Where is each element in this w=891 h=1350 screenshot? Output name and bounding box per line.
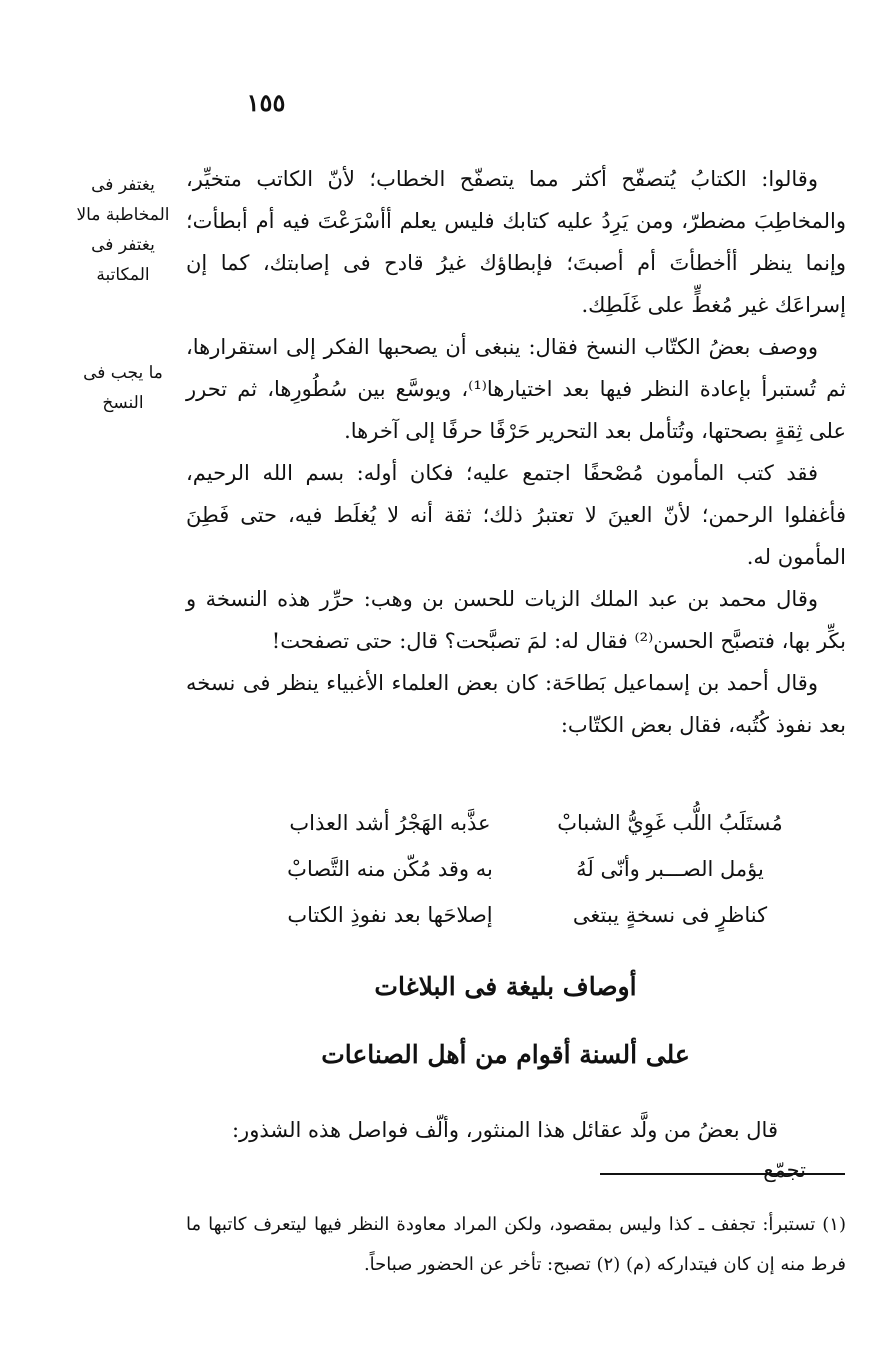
poem-verse (270, 892, 790, 938)
poem-verse (270, 800, 790, 846)
section-subheading: على ألسنة أقوام من أهل الصناعات (321, 1040, 690, 1069)
hemistich-second: إصلاحَها بعد نفوذِ الكتاب (287, 903, 493, 927)
page-number: ١٥٥ (246, 88, 286, 117)
closing-line: قال بعضُ من ولَّد عقائل هذا المنثور، وألّف فواصل هذه الشذور: تجمّع (231, 1118, 806, 1182)
margin-note-container (68, 358, 178, 418)
margin-note: يغتفر فى المخاطبة مالا يغتفر فى المكاتبة (76, 175, 170, 285)
paragraph: ووصف بعضُ الكتّاب النسخ فقال: ينبغى أن يصحبها الفكر إلى استقرارها، ثم تُستبرأ بإعادة النظر فيها بعد اختيارها⁽¹⁾، ويوسَّع بين سُطُورِها، ثم تحرر على ثِقةٍ بصحتها، وتُتأمل بعد التحرير حَرْفًا حرفًا إلى آخرها. (186, 335, 846, 443)
paragraph: وقال أحمد بن إسماعيل بَطاحَة: كان بعض العلماء الأغبياء ينظر فى نسخه بعد نفوذ كُتُبه، فقال بعض الكتّاب: (186, 671, 846, 737)
hemistich-first: مُستَلَبُ اللُّب غَوِيُّ الشبابْ (557, 811, 783, 835)
margin-note: ما يجب فى النسخ (83, 363, 163, 413)
hemistich-second: عذَّبه الهَجْرُ أشد العذاب (289, 811, 491, 835)
footnote: (١) تستبرأ: تجفف ـ كذا وليس بمقصود، ولكن المراد معاودة النظر فيها ليتعرف كاتبها ما فرط منه إن كان فيتداركه (م) (٢) تصبح: تأخر عن الحضور صباحاً. (186, 1214, 846, 1275)
hemistich-first: يؤمل الصـــبر وأنّى لَهُ (576, 857, 764, 881)
poem-verse (270, 846, 790, 892)
hemistich-first: كناظرٍ فى نسخةٍ يبتغى (572, 903, 768, 927)
main-body-text (186, 158, 846, 746)
footnote-divider (600, 1173, 845, 1175)
poem (270, 800, 790, 938)
footnotes (186, 1205, 846, 1285)
hemistich-second: به وقد مُكّن منه التَّصابْ (287, 857, 493, 881)
paragraph: وقالوا: الكتابُ يُتصفّح أكثر مما يتصفّح الخطاب؛ لأنّ الكاتب متخيِّر، والمخاطِبَ مضطرّ، ومن يَرِدُ عليه كتابك فليس يعلم أأسْرَعْتَ فيه أم أبطأت؛ وإنما ينظر أأخطأتَ أم أصبتَ؛ فإبطاؤك غيرُ قادح فى إصابتك، كما إن إسراعَك غير مُغطٍّ على غَلَطِك. (186, 167, 846, 317)
paragraph: وقال محمد بن عبد الملك الزيات للحسن بن وهب: حرِّر هذه النسخة و بكِّر بها، فتصبَّح الحسن⁽²⁾ فقال له: لمَ تصبَّحت؟ قال: حتى تصفحت! (186, 587, 846, 653)
paragraph: فقد كتب المأمون مُصْحفًا اجتمع عليه؛ فكان أوله: بسم الله الرحيم، فأغفلوا الرحمن؛ لأنّ العينَ لا تعتبرُ ذلك؛ ثقة أنه لا يُغلَط فيه، حتى فَطِنَ المأمون له. (186, 461, 846, 569)
margin-note-container (68, 170, 178, 290)
section-heading: أوصاف بليغة فى البلاغات (374, 972, 637, 1001)
